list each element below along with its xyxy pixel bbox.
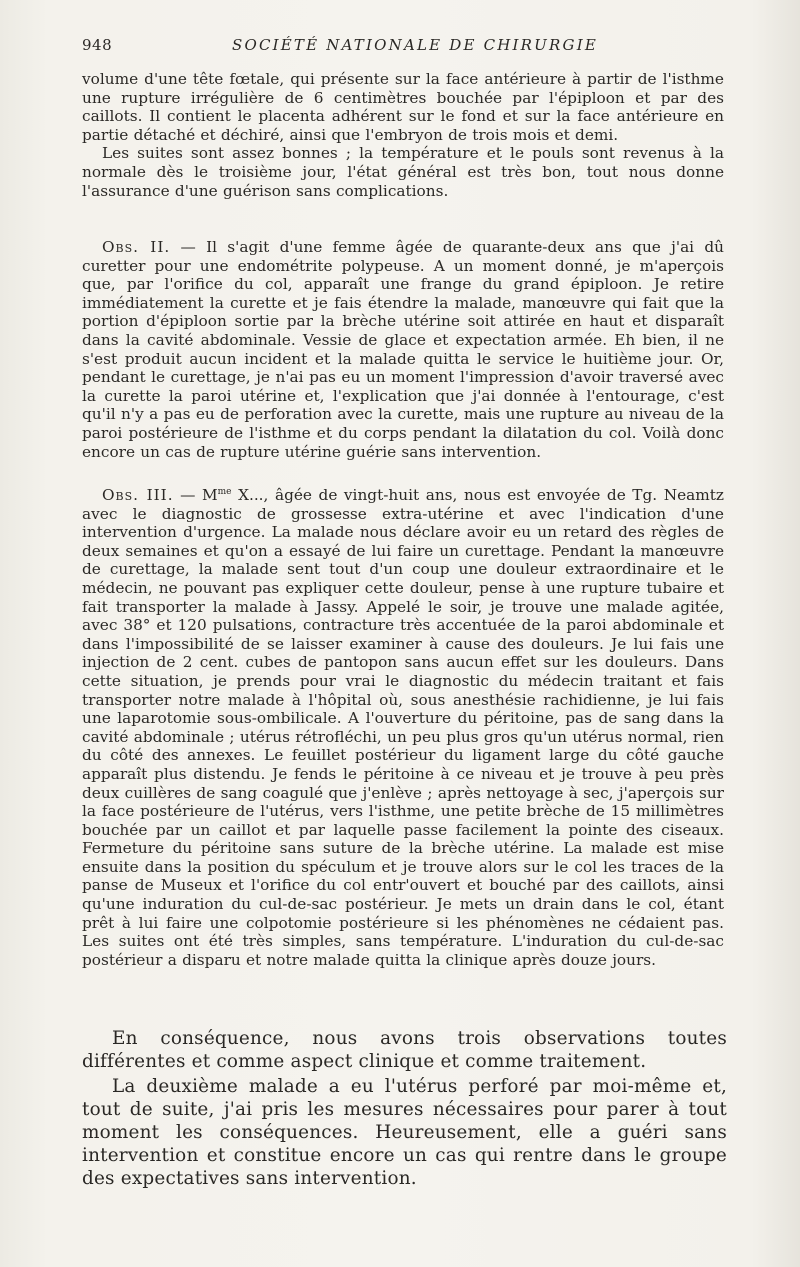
observation-3-superscript: me [217, 486, 232, 497]
running-head [82, 36, 724, 58]
observation-3-text: X..., âgée de vingt-huit ans, nous est envoyée de Tg. Neamtz avec le diagnostic de grossesse extra-utérine et avec l'indication d'une intervention d'urgence. La malade nous déclare avoir eu un retard des règles de deux semaines et qu'on a essayé de lui faire un curettage. Pendant la manœuvre de curettage, la malade sent tout d'un coup une douleur extraordinaire et le médecin, ne pouvant pas expliquer cette douleur, pense à une rupture tubaire et fait transporter la malade à Jassy. Appelé le soir, je trouve une malade agitée, avec 38° et 120 pulsations, contracture très accentuée de la paroi abdominale et dans l'impossibilité de se laisser examiner à cause des douleurs. Je lui fais une injection de 2 cent. cubes de pantopon sans aucun effet sur les douleurs. Dans cette situation, je prends pour vrai le diagnostic du médecin traitant et fais transporter notre malade à l'hôpital où, sous anesthésie rachidienne, je lui fais une laparotomie sous-ombilicale. A l'ouverture du péritoine, pas de sang dans la cavité abdominale ; utérus rétrofléchi, un peu plus gros qu'un utérus normal, rien du côté des annexes. Le feuillet postérieur du ligament large du côté gauche apparaît plus distendu. Je fends le péritoine à ce niveau et je trouve à peu près deux cuillères de sang coagulé que j'enlève ; après nettoyage à sec, j'aperçois sur la face postérieure de l'utérus, vers l'isthme, une petite brèche de 15 millimètres bouchée par un caillot et par laquelle passe facilement la pointe des ciseaux. Fermeture du péritoine sans suture de la brèche utérine. La malade est mise ensuite dans la position du spéculum et je trouve alors sur le col les traces de la panse de Museux et l'orifice du col entr'ouvert et bouché par des caillots, ainsi qu'une induration du cul-de-sac postérieur. Je mets un drain dans le col, étant prêt à lui faire une colpotomie postérieure si les phénomènes ne cédaient pas. Les suites ont été très simples, sans température. L'induration du cul-de-sac postérieur a disparu et notre malade quitta la clinique après douze jours. [82, 486, 724, 969]
observation-3 [82, 486, 724, 969]
paragraph-continuation [82, 70, 724, 200]
page-number: 948 [82, 36, 113, 54]
paragraph-postoperative-course: Les suites sont assez bonnes ; la température et le pouls sont revenus à la normale dès le troisième jour, l'état général est très bon, tout nous donne l'assurance d'une guérison sans complications. [82, 144, 724, 200]
conclusion-paragraph-1: En conséquence, nous avons trois observations toutes différentes et comme aspect clinique et comme traitement. [82, 1028, 727, 1072]
observation-2-text: — Il s'agit d'une femme âgée de quarante-deux ans que j'ai dû curetter pour une endométrite polypeuse. A un moment donné, je m'aperçois que, par l'orifice du col, apparaît une frange du grand épiploon. Je retire immédiatement la curette et je fais étendre la malade, manœuvre qui fait que la portion d'épiploon sortie par la brèche utérine soit attirée en haut et disparaît dans la cavité abdominale. Vessie de glace et expectation armée. Eh bien, il ne s'est produit aucun incident et la malade quitta le service le huitième jour. Or, pendant le curettage, je n'ai pas eu un moment l'impression d'avoir traversé avec la curette la paroi utérine et, l'explication que j'ai donnée à l'entourage, c'est qu'il n'y a pas eu de perforation avec la curette, mais une rupture au niveau de la paroi postérieure de l'isthme et du corps pendant la dilatation du col. Voilà donc encore un cas de rupture utérine guérie sans intervention. [82, 238, 724, 461]
observation-2 [82, 238, 724, 461]
observation-2-label: Obs. II. [102, 238, 171, 256]
observation-2-paragraph [82, 238, 724, 461]
observation-3-paragraph [82, 486, 724, 969]
running-title: SOCIÉTÉ NATIONALE DE CHIRURGIE [232, 36, 598, 54]
conclusion-paragraph-2: La deuxième malade a eu l'utérus perforé par moi-même et, tout de suite, j'ai pris les mesures nécessaires pour parer à tout moment les conséquences. Heureusement, elle a guéri sans intervention et constitue encore un cas qui rentre dans le groupe des expectatives sans intervention. [82, 1076, 727, 1189]
observation-3-label: Obs. III. [102, 486, 174, 504]
paragraph-tumor-description: volume d'une tête fœtale, qui présente sur la face antérieure à partir de l'isthme une rupture irrégulière de 6 centimètres bouchée par l'épiploon et par des caillots. Il contient le placenta adhérent sur le fond et sur la face antérieure en partie détaché et déchiré, ainsi que l'embryon de trois mois et demi. [82, 70, 724, 144]
observation-3-dash: — M [173, 486, 218, 504]
conclusion-block [82, 1027, 727, 1190]
